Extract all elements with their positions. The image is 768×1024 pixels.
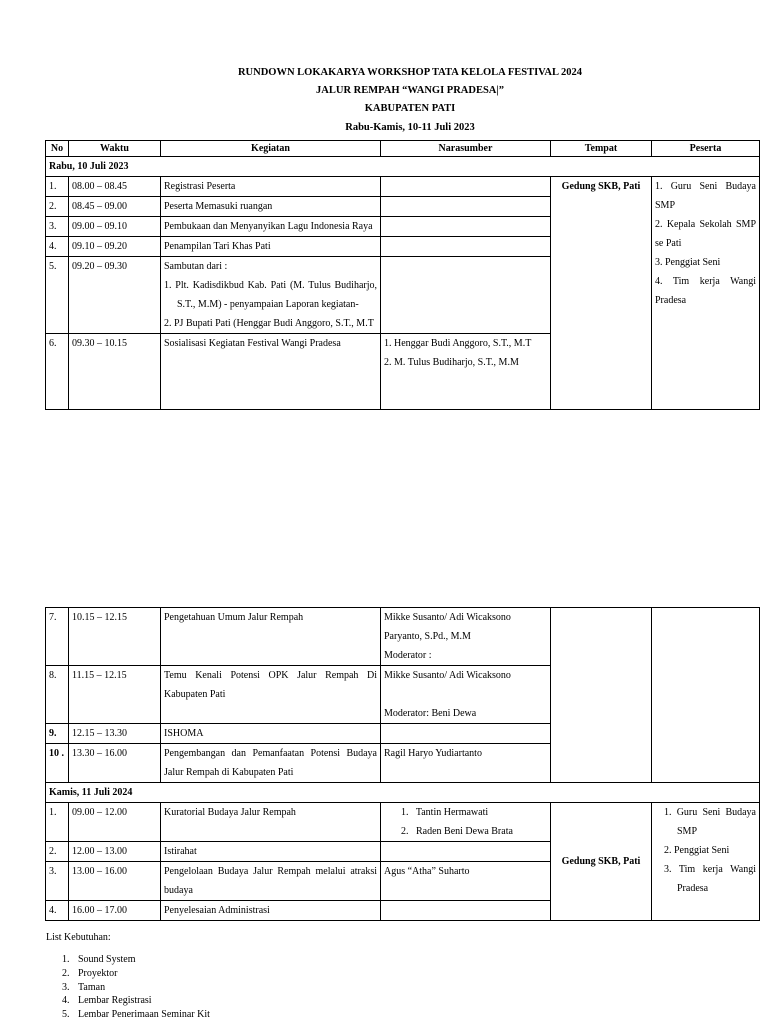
participant-item: 1. Guru Seni Budaya SMP bbox=[664, 807, 756, 837]
row-activity: Penampilan Tari Khas Pati bbox=[161, 237, 381, 257]
row-time: 08.00 – 08.45 bbox=[69, 177, 161, 197]
row-activity: Peserta Memasuki ruangan bbox=[161, 197, 381, 217]
speaker-item: Mikke Susanto/ Adi Wicaksono bbox=[384, 612, 511, 623]
place-cell: Gedung SKB, Pati bbox=[551, 803, 652, 921]
speaker-item: 1. Henggar Budi Anggoro, S.T., M.T bbox=[384, 338, 532, 349]
speaker-item: 2. Raden Beni Dewa Brata bbox=[401, 826, 513, 837]
row-activity: Pembukaan dan Menyanyikan Lagu Indonesia Raya bbox=[161, 217, 381, 237]
speaker-item: 1. Tantin Hermawati bbox=[401, 807, 489, 818]
row-time: 10.15 – 12.15 bbox=[69, 608, 161, 666]
row-time: 09.30 – 10.15 bbox=[69, 334, 161, 410]
row-speaker bbox=[381, 237, 551, 257]
row-activity bbox=[161, 257, 381, 334]
activity-intro: Sambutan dari : bbox=[164, 261, 228, 272]
row-no: 7. bbox=[46, 608, 69, 666]
row-activity: Temu Kenali Potensi OPK Jalur Rempah Di Kabupaten Pati bbox=[161, 666, 381, 724]
row-activity: ISHOMA bbox=[161, 724, 381, 744]
participant-item: 4. Tim kerja Wangi Pradesa bbox=[655, 276, 756, 306]
row-time: 13.30 – 16.00 bbox=[69, 744, 161, 783]
row-no: 9. bbox=[46, 724, 69, 744]
row-activity: Registrasi Peserta bbox=[161, 177, 381, 197]
day-row bbox=[46, 783, 760, 803]
participant-item: 2. Kepala Sekolah SMP se Pati bbox=[655, 219, 756, 249]
day-row bbox=[46, 157, 760, 177]
rundown-table-continued bbox=[45, 607, 760, 921]
row-no: 3. bbox=[46, 217, 69, 237]
row-no: 1. bbox=[46, 177, 69, 197]
row-time: 09.00 – 12.00 bbox=[69, 803, 161, 842]
table-row bbox=[46, 803, 760, 842]
speaker-item: Mikke Susanto/ Adi Wicaksono bbox=[384, 670, 511, 681]
participant-item: 3. Tim kerja Wangi Pradesa bbox=[664, 864, 756, 894]
row-time: 13.00 – 16.00 bbox=[69, 862, 161, 901]
row-no: 10 . bbox=[46, 744, 69, 783]
row-time: 09.00 – 09.10 bbox=[69, 217, 161, 237]
speaker-item: Paryanto, S.Pd., M.M bbox=[384, 631, 471, 642]
row-no: 6. bbox=[46, 334, 69, 410]
header-no: No bbox=[46, 141, 69, 157]
place-cell: Gedung SKB, Pati bbox=[551, 177, 652, 410]
row-time: 12.00 – 13.00 bbox=[69, 842, 161, 862]
doc-title: RUNDOWN LOKAKARYA WORKSHOP TATA KELOLA FESTIVAL 2024 bbox=[237, 67, 583, 78]
day-label: Rabu, 10 Juli 2023 bbox=[46, 157, 551, 177]
doc-region: KABUPATEN PATI bbox=[364, 103, 456, 114]
header-place: Tempat bbox=[551, 141, 652, 157]
row-speaker bbox=[381, 217, 551, 237]
participant-item: 1. Guru Seni Budaya SMP bbox=[655, 181, 756, 211]
participant-item: 3. Penggiat Seni bbox=[655, 257, 721, 268]
row-speaker bbox=[381, 177, 551, 197]
row-speaker bbox=[381, 803, 551, 842]
doc-date: Rabu-Kamis, 10-11 Juli 2023 bbox=[345, 122, 475, 133]
row-no: 2. bbox=[46, 842, 69, 862]
list-item: 3. Taman bbox=[62, 981, 106, 993]
row-speaker bbox=[381, 666, 551, 724]
row-no: 2. bbox=[46, 197, 69, 217]
row-time: 09.20 – 09.30 bbox=[69, 257, 161, 334]
row-speaker: Agus “Atha” Suharto bbox=[381, 862, 551, 901]
table-row bbox=[46, 608, 760, 666]
row-speaker bbox=[381, 608, 551, 666]
speaker-item: Moderator: Beni Dewa bbox=[384, 708, 477, 719]
list-item: 4. Lembar Registrasi bbox=[62, 995, 152, 1007]
row-activity: Pengelolaan Budaya Jalur Rempah melalui atraksi budaya bbox=[161, 862, 381, 901]
row-speaker bbox=[381, 724, 551, 744]
speaker-item: Moderator : bbox=[384, 650, 432, 661]
participants-cell bbox=[652, 608, 760, 783]
row-speaker bbox=[381, 197, 551, 217]
row-activity: Sosialisasi Kegiatan Festival Wangi Pradesa bbox=[161, 334, 381, 410]
rundown-table-day1 bbox=[45, 140, 760, 410]
header-participants: Peserta bbox=[652, 141, 760, 157]
table-header-row bbox=[46, 141, 760, 157]
row-speaker: Ragil Haryo Yudiartanto bbox=[381, 744, 551, 783]
doc-subtitle: JALUR REMPAH “WANGI PRADESA|” bbox=[316, 85, 504, 96]
row-time: 08.45 – 09.00 bbox=[69, 197, 161, 217]
participants-cell bbox=[652, 177, 760, 410]
table-row bbox=[46, 177, 760, 197]
activity-subitem: 2. PJ Bupati Pati (Henggar Budi Anggoro, S.T., M.T bbox=[164, 318, 374, 329]
row-activity: Penyelesaian Administrasi bbox=[161, 901, 381, 921]
row-no: 8. bbox=[46, 666, 69, 724]
row-activity: Pengembangan dan Pemanfaatan Potensi Budaya Jalur Rempah di Kabupaten Pati bbox=[161, 744, 381, 783]
participants-cell bbox=[652, 803, 760, 921]
row-speaker bbox=[381, 334, 551, 410]
row-no: 3. bbox=[46, 862, 69, 901]
header-activity: Kegiatan bbox=[161, 141, 381, 157]
row-activity: Kuratorial Budaya Jalur Rempah bbox=[161, 803, 381, 842]
day-label: Kamis, 11 Juli 2024 bbox=[46, 783, 760, 803]
row-time: 09.10 – 09.20 bbox=[69, 237, 161, 257]
row-time: 12.15 – 13.30 bbox=[69, 724, 161, 744]
row-no: 1. bbox=[46, 803, 69, 842]
needs-list bbox=[62, 953, 210, 1022]
row-activity: Pengetahuan Umum Jalur Rempah bbox=[161, 608, 381, 666]
row-activity: Istirahat bbox=[161, 842, 381, 862]
header-speaker: Narasumber bbox=[381, 141, 551, 157]
participant-item: 2. Penggiat Seni bbox=[664, 845, 730, 856]
row-no: 4. bbox=[46, 237, 69, 257]
row-no: 5. bbox=[46, 257, 69, 334]
row-time: 11.15 – 12.15 bbox=[69, 666, 161, 724]
list-item: 5. Lembar Penerimaan Seminar Kit bbox=[62, 1009, 210, 1021]
header-time: Waktu bbox=[69, 141, 161, 157]
row-speaker bbox=[381, 257, 551, 334]
list-item: 2. Proyektor bbox=[62, 967, 118, 979]
place-cell bbox=[551, 608, 652, 783]
row-no: 4. bbox=[46, 901, 69, 921]
list-item: 1. Sound System bbox=[62, 954, 136, 965]
activity-subitem: 1. Plt. Kadisdikbud Kab. Pati (M. Tulus Budiharjo, S.T., M.M) - penyampaian Laporan kegiatan- bbox=[164, 280, 377, 310]
speaker-item: 2. M. Tulus Budiharjo, S.T., M.M bbox=[384, 357, 519, 368]
needs-title: List Kebutuhan: bbox=[46, 932, 111, 943]
row-time: 16.00 – 17.00 bbox=[69, 901, 161, 921]
row-speaker bbox=[381, 901, 551, 921]
row-speaker bbox=[381, 842, 551, 862]
